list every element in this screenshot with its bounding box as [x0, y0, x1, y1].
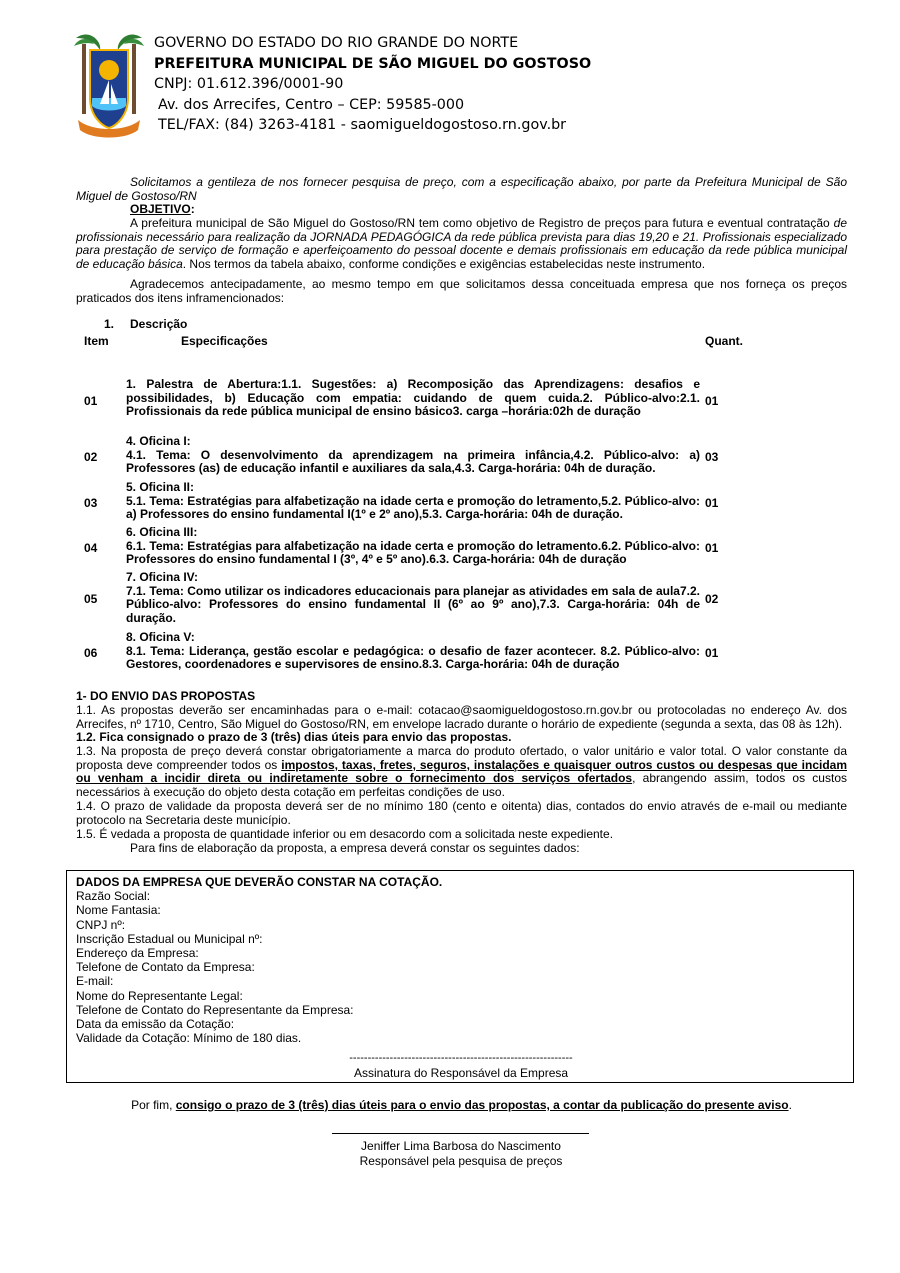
proposals-item-1-3-a: 1.3. Na proposta de preço deverá constar obrigatoriamente a marca do produto ofertado, o valor unitário e valor total. O valor constante da proposta deve compreender todos os: [76, 744, 847, 772]
row-item: 02: [84, 450, 98, 464]
thanks-paragraph: Agradecemos antecipadamente, ao mesmo tempo em que solicitamos dessa conceituada empresa que nos forneça os preços praticados dos itens inframencionados:: [76, 277, 847, 305]
company-signature-line: -------------------------------------------------------------: [349, 1053, 573, 1063]
company-signature-caption: Assinatura do Responsável da Empresa: [353, 1066, 569, 1080]
row-qty: 03: [705, 450, 719, 464]
intro-paragraph: Solicitamos a gentileza de nos fornecer pesquisa de preço, com a especificação abaixo, por parte da Prefeitura Municipal de São Miguel de Gostoso/RN: [76, 175, 847, 203]
row-item: 06: [84, 646, 98, 660]
cnpj-line: CNPJ: 01.612.396/0001-90: [154, 76, 344, 92]
government-name: GOVERNO DO ESTADO DO RIO GRANDE DO NORTE: [154, 35, 519, 51]
field-telefone-empresa: Telefone de Contato da Empresa:: [76, 960, 255, 975]
column-spec: Especificações: [181, 334, 268, 348]
section-number: 1.: [104, 317, 115, 331]
proposals-note: Para fins de elaboração da proposta, a empresa deverá constar os seguintes dados:: [130, 841, 580, 855]
field-data-emissao: Data da emissão da Cotação:: [76, 1017, 235, 1032]
signer-name: Jeniffer Lima Barbosa do Nascimento: [361, 1139, 561, 1153]
field-email: E-mail:: [76, 974, 114, 989]
row-spec: 4. Oficina I: 4.1. Tema: O desenvolvimento da aprendizagem na primeira infância,4.2. Público-alvo: a) Professores (as) de educação infantil e auxiliares da sala,4.3. Carga-horária: 04h de duração.: [126, 434, 700, 476]
section-label: Descrição: [130, 317, 188, 331]
objective-text-a: A prefeitura municipal de São Miguel do Gostoso/RN tem como objetivo de Registro de preços para futura e eventual contratação: [130, 216, 834, 230]
letterhead: [154, 33, 591, 136]
objective-text-c: . Nos termos da tabela abaixo, conforme condições e exigências estabelecidas neste instrumento.: [182, 256, 706, 271]
row-qty: 01: [705, 541, 719, 555]
column-item: Item: [84, 334, 109, 348]
row-qty: 01: [705, 646, 719, 660]
closing-suffix: .: [788, 1098, 792, 1112]
row-item: 01: [84, 394, 98, 408]
row-item: 03: [84, 496, 98, 510]
proposals-item-1-3-c: , abrangendo assim, todos os custos necessários à execução do objeto desta cotação em perfeitas condições de uso.: [76, 771, 847, 799]
objective-heading: [76, 203, 847, 217]
signer-role: Responsável pela pesquisa de preços: [359, 1154, 563, 1168]
contact-line: TEL/FAX: (84) 3263-4181 - saomigueldogostoso.rn.gov.br: [158, 117, 567, 133]
row-qty: 01: [705, 496, 719, 510]
field-representante: Nome do Representante Legal:: [76, 988, 243, 1003]
signer-block: [300, 1139, 622, 1169]
field-nome-fantasia: Nome Fantasia:: [76, 903, 161, 918]
proposals-title: 1- DO ENVIO DAS PROPOSTAS: [76, 689, 256, 703]
row-qty: 01: [705, 394, 719, 408]
municipal-coat-of-arms-logo: [72, 28, 146, 140]
objective-label: OBJETIVO: [130, 202, 191, 216]
row-spec: 5. Oficina II: 5.1. Tema: Estratégias para alfabetização na idade certa e promoção do letramento,5.2. Público-alvo: a) Professores do ensino fundamental I(1º e 2º ano),5.3. Carga-horária: 04h de duração.: [126, 480, 700, 522]
field-cnpj: CNPJ nº:: [76, 917, 126, 932]
objective-text-b: de profissionais necessário para realização da JORNADA PEDAGÓGICA da rede pública prevista para dias 19,20 e 21. Profissionais especializado para prestação de serviço de formação e aperfeiçoamento do pessoal docente e demais profissionais em educação da rede pública municipal de educação básica: [76, 216, 847, 271]
proposals-item-1-1: 1.1. As propostas deverão ser encaminhadas para o e-mail: cotacao@saomigueldogostoso.rn.gov.br ou protocoladas no endereço Av. dos Arrecifes, nº 1710, Centro, São Miguel do Gostoso/RN, em envelope lacrado durante o horário de expediente (segunda a sexta, das 08 às 12h).: [76, 703, 847, 731]
objective-colon: :: [190, 202, 195, 216]
row-spec: 7. Oficina IV: 7.1. Tema: Como utilizar os indicadores educacionais para planejar as atividades em sala de aula7.2. Público-alvo: Professores do ensino fundamental II (6º ao 9º ano),7.3. Carga-horária: 04h de duração.: [126, 570, 700, 625]
row-item: 04: [84, 541, 98, 555]
company-box-title: DADOS DA EMPRESA QUE DEVERÃO CONSTAR NA COTAÇÃO.: [76, 875, 443, 889]
row-item: 05: [84, 592, 98, 606]
row-spec: 6. Oficina III: 6.1. Tema: Estratégias para alfabetização na idade certa e promoção do letramento.6.2. Público-alvo: Professores do ensino fundamental I (3º, 4º e 5º ano).6.3. Carga-horária: 04h de duração: [126, 525, 700, 567]
field-razao-social: Razão Social:: [76, 889, 151, 904]
column-qty: Quant.: [705, 334, 743, 348]
signer-signature-line: [332, 1133, 589, 1134]
company-data-box: [66, 870, 854, 1083]
company-data-list: [76, 875, 442, 1045]
closing-paragraph: [76, 1099, 847, 1113]
row-spec: 1. Palestra de Abertura:1.1. Sugestões: a) Recomposição das Aprendizagens: desafios e possibilidades, b) Educação com empatia: cuidando de quem cuida.2. Público-alvo:2.1. Profissionais da rede pública municipal de ensino básico3. carga –horária:02h de duração: [126, 377, 700, 419]
row-spec: 8. Oficina V: 8.1. Tema: Liderança, gestão escolar e pedagógica: o desafio de fazer acontecer. 8.2. Público-alvo: Gestores, coordenadores e supervisores de ensino.8.3. Carga-horária: 04h de duração: [126, 630, 700, 672]
proposals-item-1-3-emphasis: impostos, taxas, fretes, seguros, instalações e quaisquer outros custos ou despesas que incidam ou venham a incidir direta ou indiretamente sobre o fornecimento dos serviços ofertados: [76, 757, 848, 786]
field-validade: Validade da Cotação: Mínimo de 180 dias.: [76, 1031, 302, 1046]
proposals-item-1-3: [76, 745, 847, 799]
proposals-item-1-2: 1.2. Fica consignado o prazo de 3 (três) dias úteis para envio das propostas.: [76, 730, 512, 744]
field-endereco: Endereço da Empresa:: [76, 946, 199, 961]
field-telefone-representante: Telefone de Contato do Representante da Empresa:: [76, 1002, 354, 1017]
proposals-item-1-5: 1.5. É vedada a proposta de quantidade inferior ou em desacordo com a solicitada neste expediente.: [76, 827, 614, 841]
address-line: Av. dos Arrecifes, Centro – CEP: 59585-000: [158, 96, 465, 113]
field-inscricao: Inscrição Estadual ou Municipal nº:: [76, 931, 263, 946]
closing-prefix: Por fim,: [131, 1098, 176, 1112]
row-qty: 02: [705, 592, 719, 606]
proposals-item-1-4: 1.4. O prazo de validade da proposta deverá ser de no mínimo 180 (cento e oitenta) dias, contados do envio através de e-mail ou mediante protocolo na Secretaria deste município.: [76, 799, 847, 827]
prefecture-name: PREFEITURA MUNICIPAL DE SÃO MIGUEL DO GOSTOSO: [154, 55, 592, 72]
closing-emphasis: consigo o prazo de 3 (três) dias úteis para o envio das propostas, a contar da publicação do presente aviso: [175, 1098, 789, 1112]
objective-paragraph: [76, 217, 847, 271]
